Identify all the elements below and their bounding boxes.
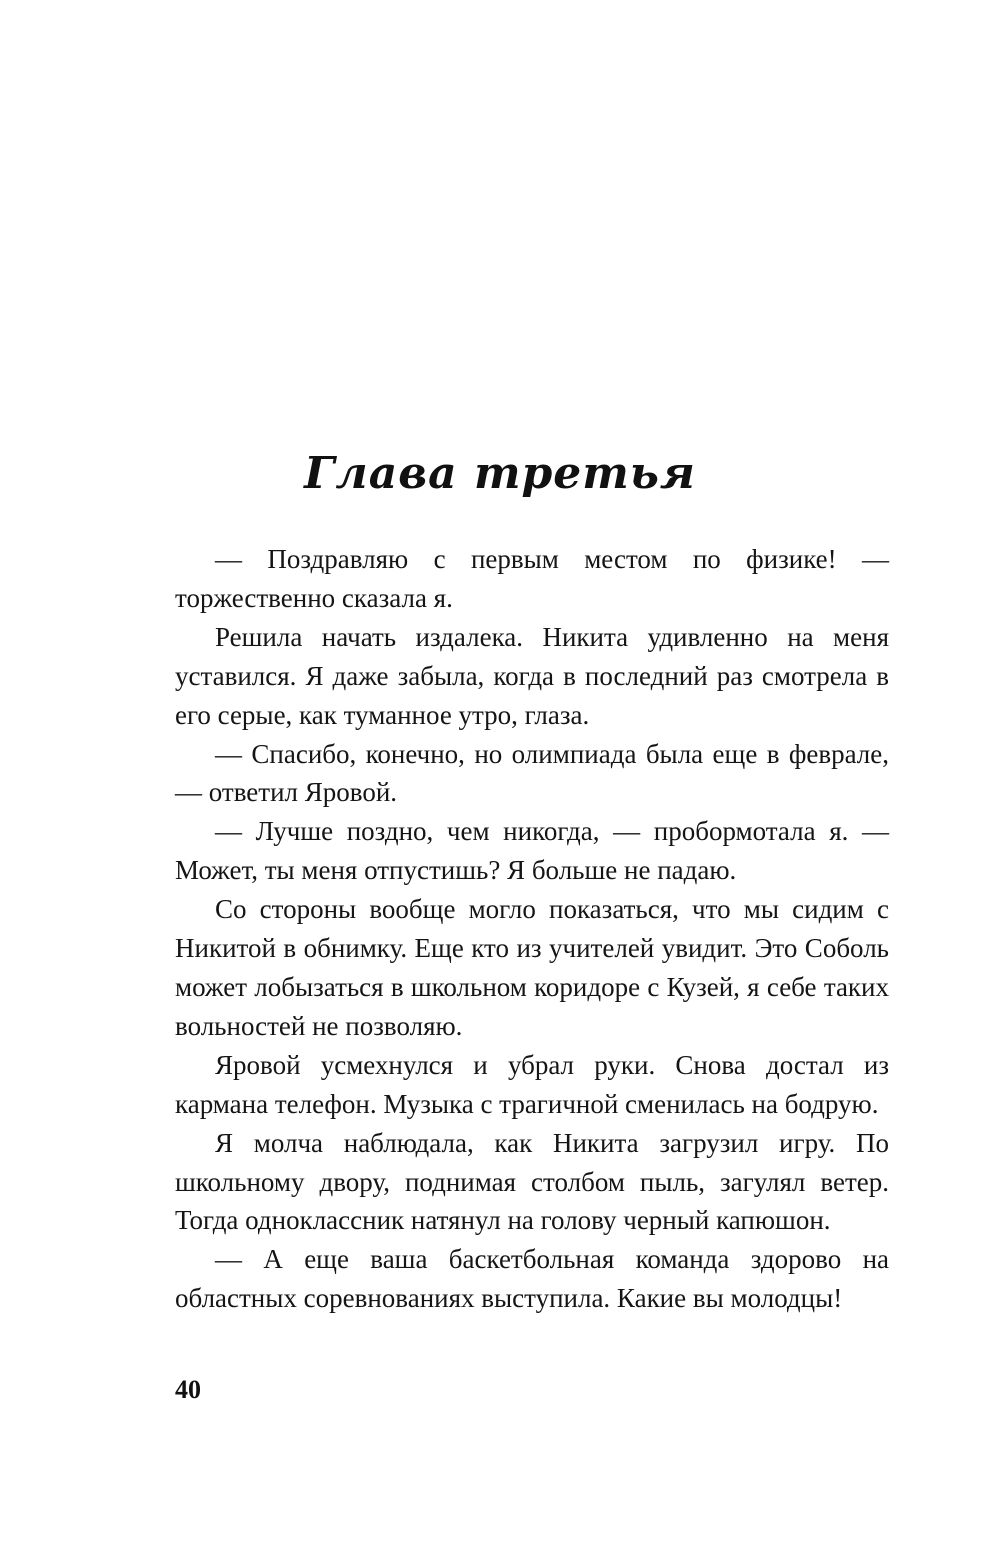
paragraph: Решила начать издалека. Никита удивленно на меня уставился. Я даже забыла, когда в последний раз смотрела в его серые, как туманное утро, глаза. bbox=[175, 621, 889, 730]
paragraph: — Поздравляю с первым местом по физике! — торжественно сказала я. bbox=[175, 544, 889, 613]
paragraph: — Спасибо, конечно, но олимпиада была еще в феврале, — ответил Яровой. bbox=[175, 738, 889, 808]
chapter-body bbox=[175, 540, 889, 1318]
paragraph: Яровой усмехнулся и убрал руки. Снова достал из кармана телефон. Музыка с трагичной сменилась на бодрую. bbox=[175, 1049, 889, 1119]
chapter-title: Глава третья bbox=[304, 448, 696, 499]
paragraph: Со стороны вообще могло показаться, что мы сидим с Никитой в обнимку. Еще кто из учителей увидит. Это Соболь может лобызаться в школьном коридоре с Кузей, я себе таких вольностей не позволяю. bbox=[175, 894, 889, 1041]
paragraph: — Лучше поздно, чем никогда, — пробормотала я. — Может, ты меня отпустишь? Я больше не падаю. bbox=[175, 816, 889, 886]
paragraph: — А еще ваша баскетбольная команда здорово на областных соревнованиях выступила. Какие вы молодцы! bbox=[175, 1244, 889, 1314]
page-number: 40 bbox=[175, 1375, 201, 1404]
paragraph: Я молча наблюдала, как Никита загрузил игру. По школьному двору, поднимая столбом пыль, загулял ветер. Тогда одноклассник натянул на голову черный капюшон. bbox=[175, 1127, 889, 1236]
